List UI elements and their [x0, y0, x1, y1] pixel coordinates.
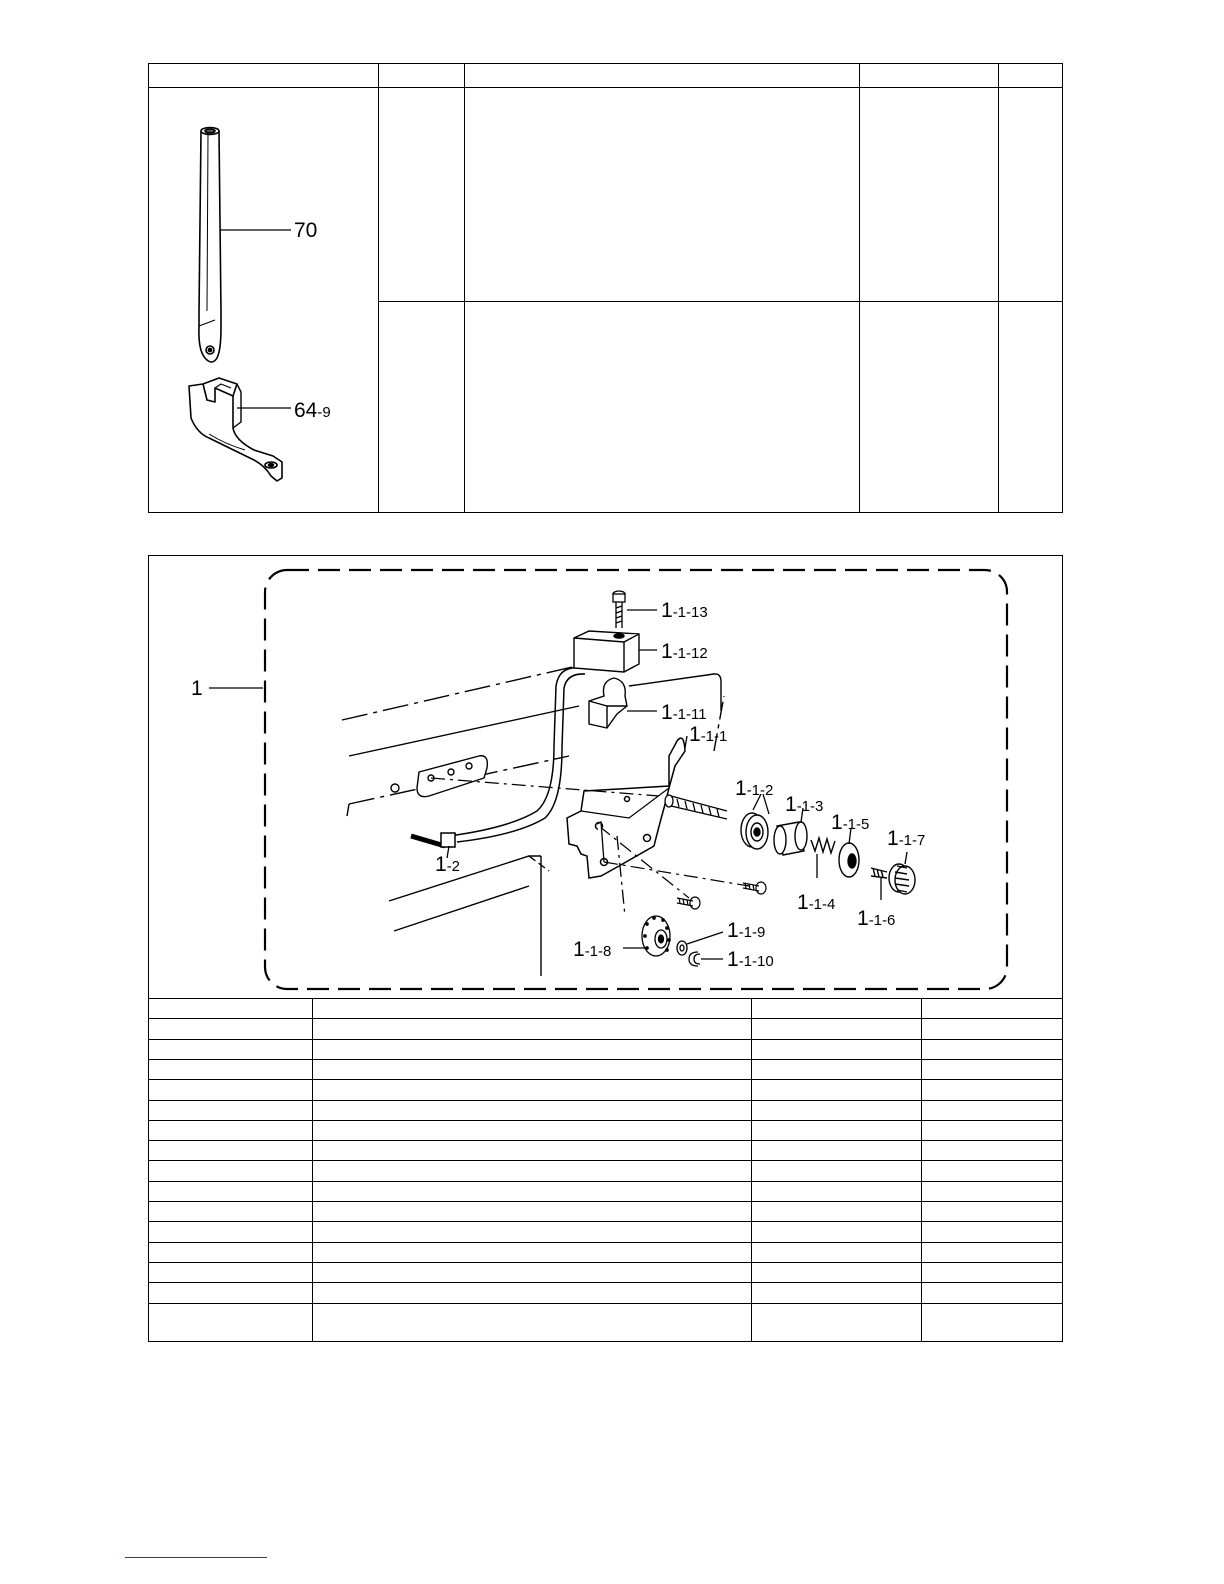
callout-1-1-2: 1-1-2 [735, 777, 774, 800]
callout-1-1-3: 1-1-3 [785, 793, 824, 816]
callout-70: 70 [294, 219, 318, 242]
callout-1-1-4: 1-1-4 [797, 891, 836, 914]
air-tube [411, 668, 585, 847]
callout-1-1-9: 1-1-9 [727, 919, 766, 942]
bracket-part-64-9 [189, 378, 282, 481]
main-bracket [567, 738, 685, 878]
table-row [149, 1221, 1062, 1222]
footer-rule [125, 1557, 267, 1558]
table-column-divider [464, 64, 465, 512]
table-row [149, 1059, 1062, 1060]
table-row [149, 1039, 1062, 1040]
callout-1-1-11: 1-1-11 [661, 701, 707, 724]
table-row [149, 1018, 1062, 1019]
parts-list-grid [149, 998, 1062, 1341]
top-parts-table [148, 63, 1063, 513]
table-row [149, 1160, 1062, 1161]
callout-1-1-5: 1-1-5 [831, 811, 870, 834]
rod-part-70 [199, 128, 221, 363]
table-row [149, 1100, 1062, 1101]
table-column-divider [998, 64, 999, 512]
callout-assembly-1: 1 [191, 677, 203, 700]
table-column-divider [859, 64, 860, 512]
screw-part [613, 591, 625, 628]
callout-1-1-12: 1-1-12 [661, 640, 708, 663]
table-row [149, 1201, 1062, 1202]
parts-illustration-rod-and-bracket [149, 88, 378, 513]
table-column-divider [751, 998, 752, 1341]
table-row [149, 1242, 1062, 1243]
callout-1-1-6: 1-1-6 [857, 907, 896, 930]
callout-1-1-13: 1-1-13 [661, 599, 708, 622]
table-row [149, 1079, 1062, 1080]
callout-1-1-7: 1-1-7 [887, 827, 926, 850]
table-row [149, 1282, 1062, 1283]
table-row [149, 1181, 1062, 1182]
table-row [149, 1120, 1062, 1121]
long-bolt [665, 795, 727, 819]
assembly-dashed-boundary [265, 570, 1007, 989]
table-row-divider [378, 301, 1062, 302]
table-column-divider [312, 998, 313, 1341]
assembly-exploded-view [149, 556, 1061, 996]
callout-1-2: 1-2 [435, 853, 461, 876]
callout-1-1-10: 1-1-10 [727, 948, 774, 971]
table-row [149, 1140, 1062, 1141]
table-row [149, 998, 1062, 999]
callout-1-1-1: 1-1-1 [689, 723, 728, 746]
mount-plate [391, 756, 487, 797]
bottom-parts-panel [148, 555, 1063, 1342]
callout-1-1-8: 1-1-8 [573, 938, 612, 961]
table-row [149, 1262, 1062, 1263]
clamp-part [589, 678, 627, 728]
axis-parts [741, 813, 915, 894]
callout-64-9: 64-9 [294, 399, 331, 422]
table-row [149, 1303, 1062, 1304]
table-column-divider [921, 998, 922, 1341]
table-column-divider [378, 64, 379, 512]
block-part [574, 631, 639, 672]
